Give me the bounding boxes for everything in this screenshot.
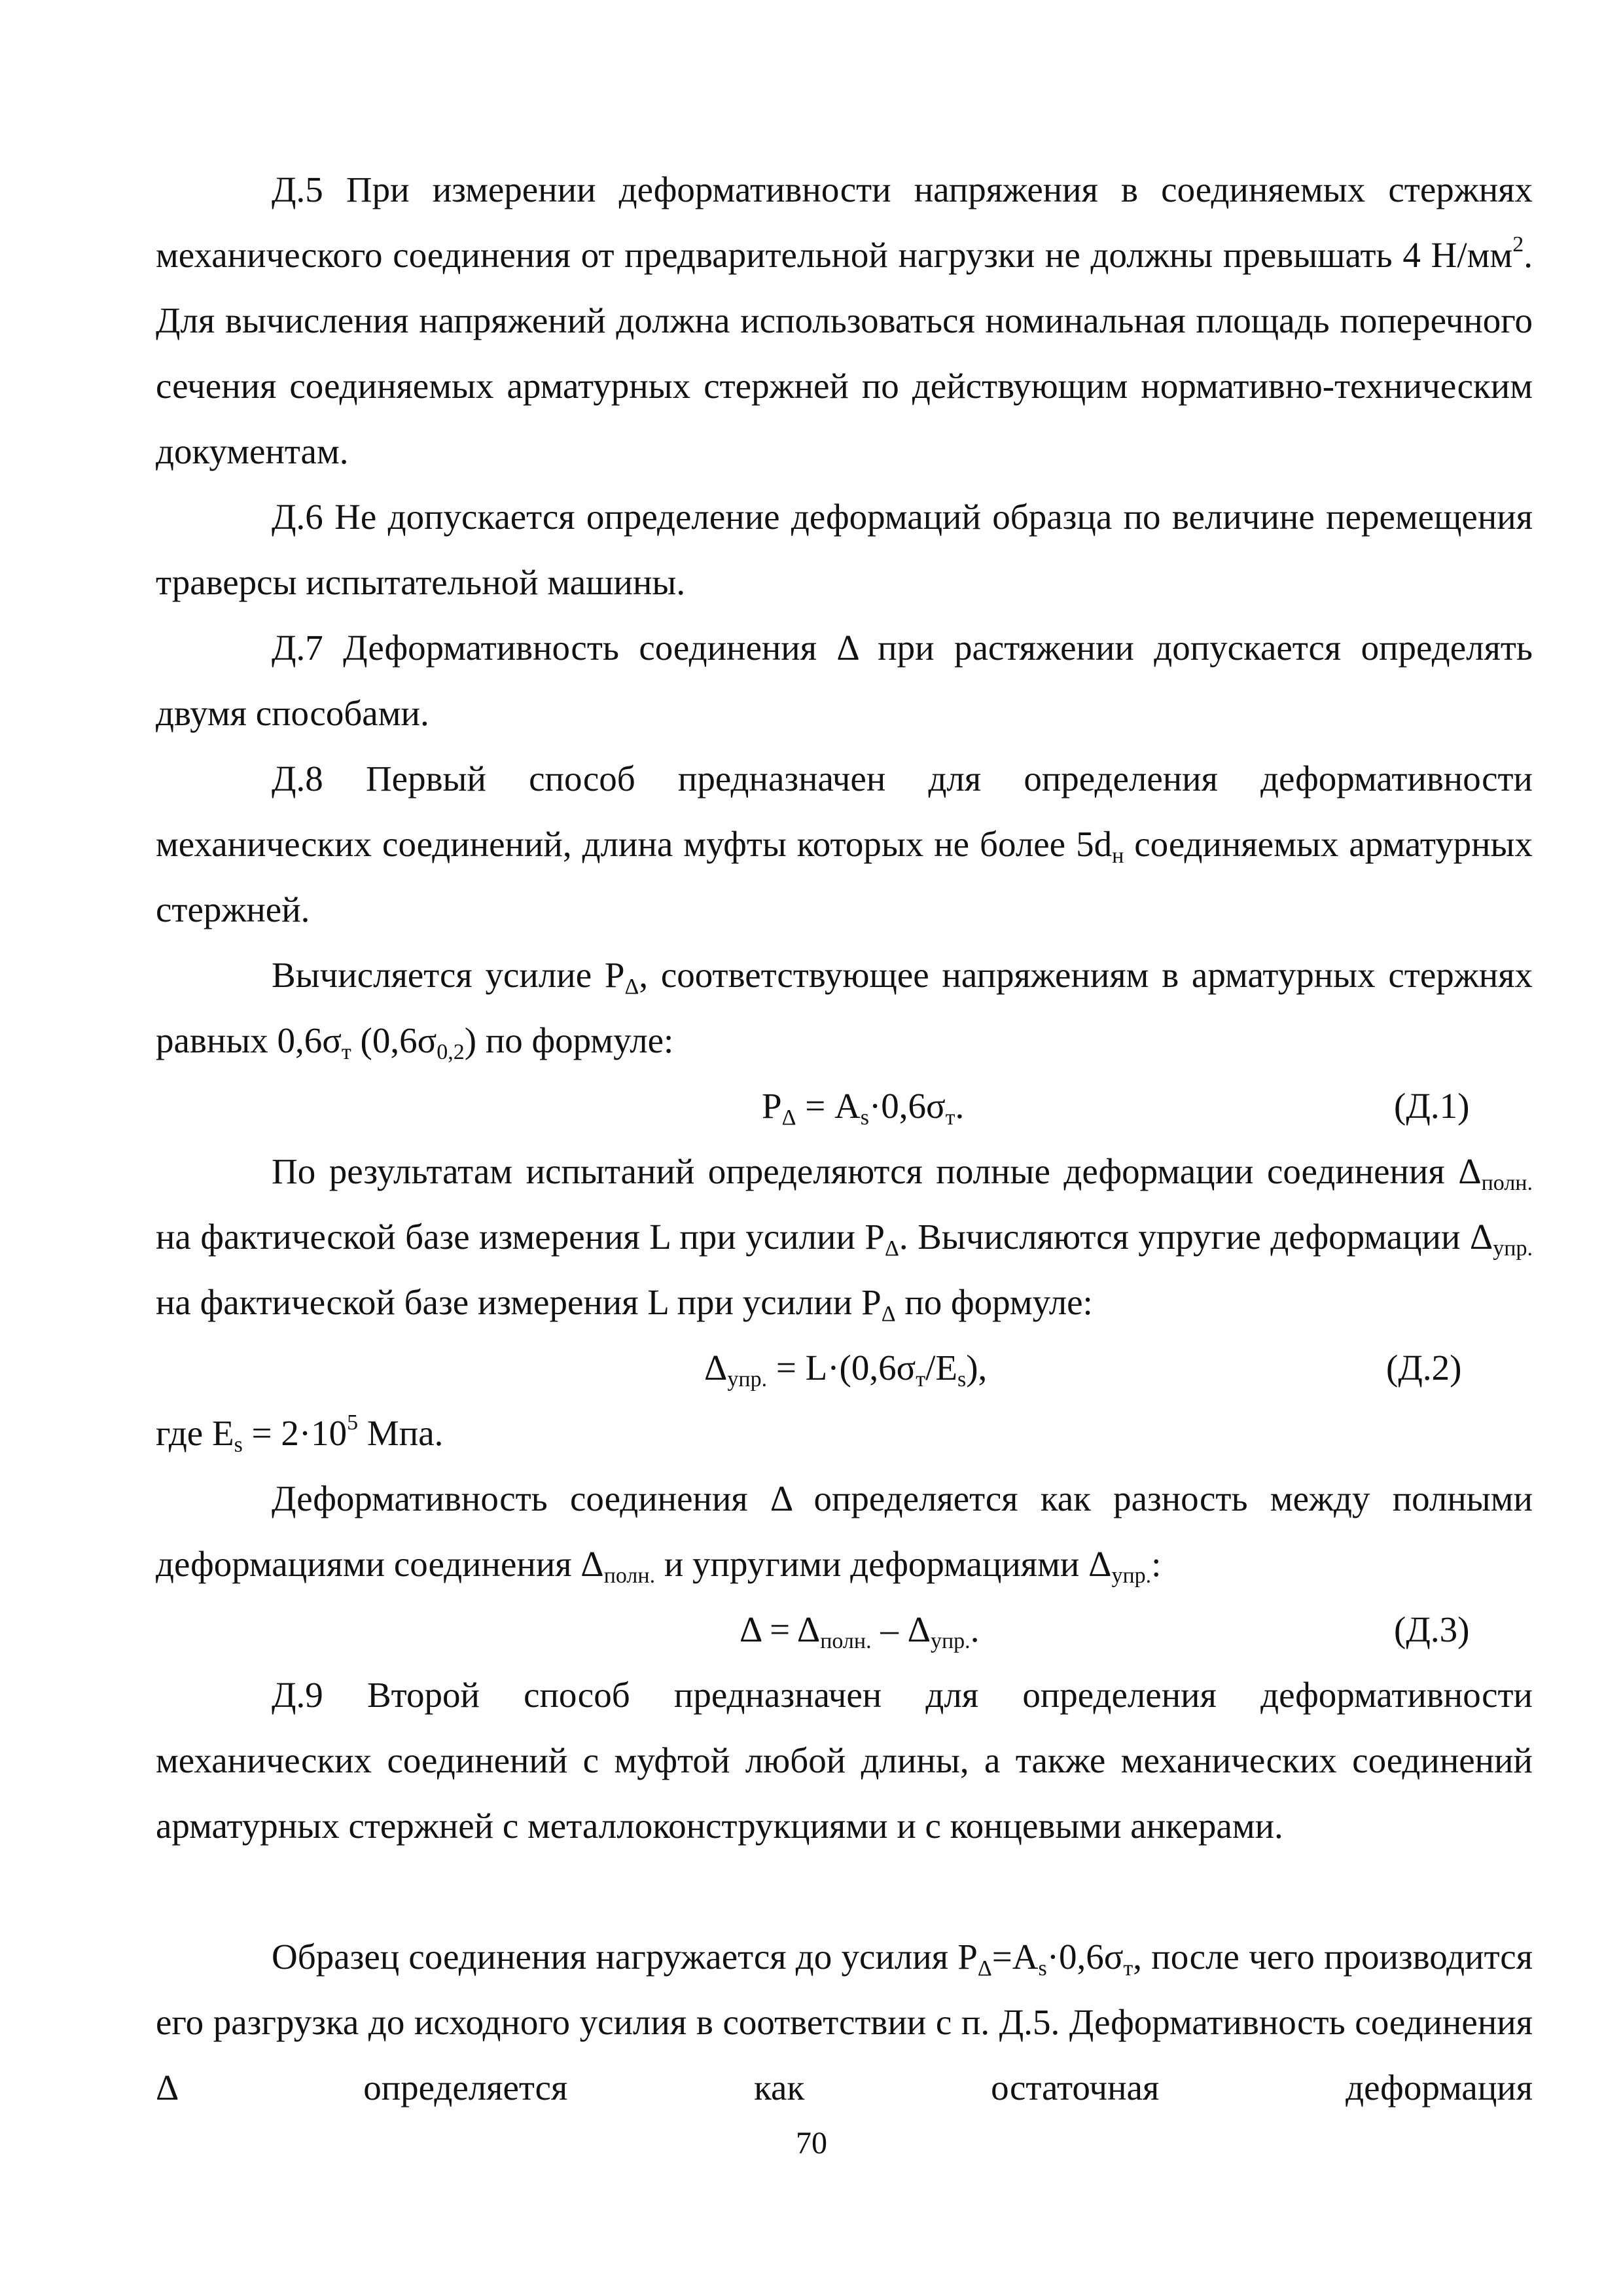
formula-d1-number: (Д.1) — [1394, 1086, 1470, 1126]
formula-d3-number: (Д.3) — [1394, 1609, 1470, 1649]
formula-d3 — [156, 1597, 1533, 1662]
paragraph-sample: Образец соединения нагружается до усилия $P_\Delta=A_s\cdot 0,6\sigma_т$, после чего производится его разгрузка до исходного усилия в соответствии с п. Д.5. Деформативность соединения Δ определяется как остаточная деформация — [156, 1937, 1533, 2108]
formula-d2-number: (Д.2) — [1386, 1348, 1462, 1388]
formula-d1 — [156, 1073, 1533, 1139]
formula-d2 — [156, 1335, 1533, 1401]
paragraph-d5: Д.5 При измерении деформативности напряжения в соединяемых стержнях механического соединения от предварительной нагрузки не должны превышать 4 $Н/мм^2$. Для вычисления напряжений должна использоваться номинальная площадь поперечного сечения соединяемых арматурных стержней по действующим нормативно-техническим документам. — [156, 170, 1533, 471]
formula-d3-expression: $\Delta = \Delta_{полн.} - \Delta_{упр.}$. — [740, 1609, 980, 1653]
paragraph-d6: Д.6 Не допускается определение деформаций образца по величине перемещения траверсы испытательной машины. — [156, 497, 1533, 602]
paragraph-results: По результатам испытаний определяются полные деформации соединения $\Delta_{полн.}$ на фактической базе измерения L при усилии $P_\Delta$. Вычисляются упругие деформации $\Delta_{упр.}$ на фактической базе измерения L при усилии $P_\Delta$ по формуле: — [156, 1151, 1533, 1326]
paragraph-d9: Д.9 Второй способ предназначен для определения деформативности механических соединений с муфтой любой длины, а также механических соединений арматурных стержней с металлоконструкциями и с концевыми анкерами. — [156, 1675, 1533, 1846]
paragraph-calc: Вычисляется усилие $P_\Delta$, соответствующее напряжениям в арматурных стержнях равных $0,6\sigma_т$ $(0,6\sigma_{0,2})$ по формуле: — [156, 955, 1533, 1064]
paragraph-d8: Д.8 Первый способ предназначен для определения деформативности механических соединений, длина муфты которых не более $5d_н$ соединяемых арматурных стержней. — [156, 759, 1533, 929]
page-number: 70 — [796, 2126, 827, 2161]
formula-d2-expression: $\Delta_{упр.} = L\cdot(0,6\sigma_т/E_s)$, — [704, 1348, 988, 1391]
paragraph-d7: Д.7 Деформативность соединения Δ при растяжении допускается определять двумя способами. — [156, 628, 1533, 733]
formula-d1-expression: $P_\Delta = A_s\cdot 0,6\sigma_т$. — [762, 1086, 965, 1130]
paragraph-where: где $E_s = 2\cdot 10^5$ Мпа. — [156, 1410, 444, 1457]
paragraph-deform: Деформативность соединения Δ определяется как разность между полными деформациями соединения $\Delta_{полн.}$ и упругими деформациями $\Delta_{упр.}$: — [156, 1479, 1533, 1588]
